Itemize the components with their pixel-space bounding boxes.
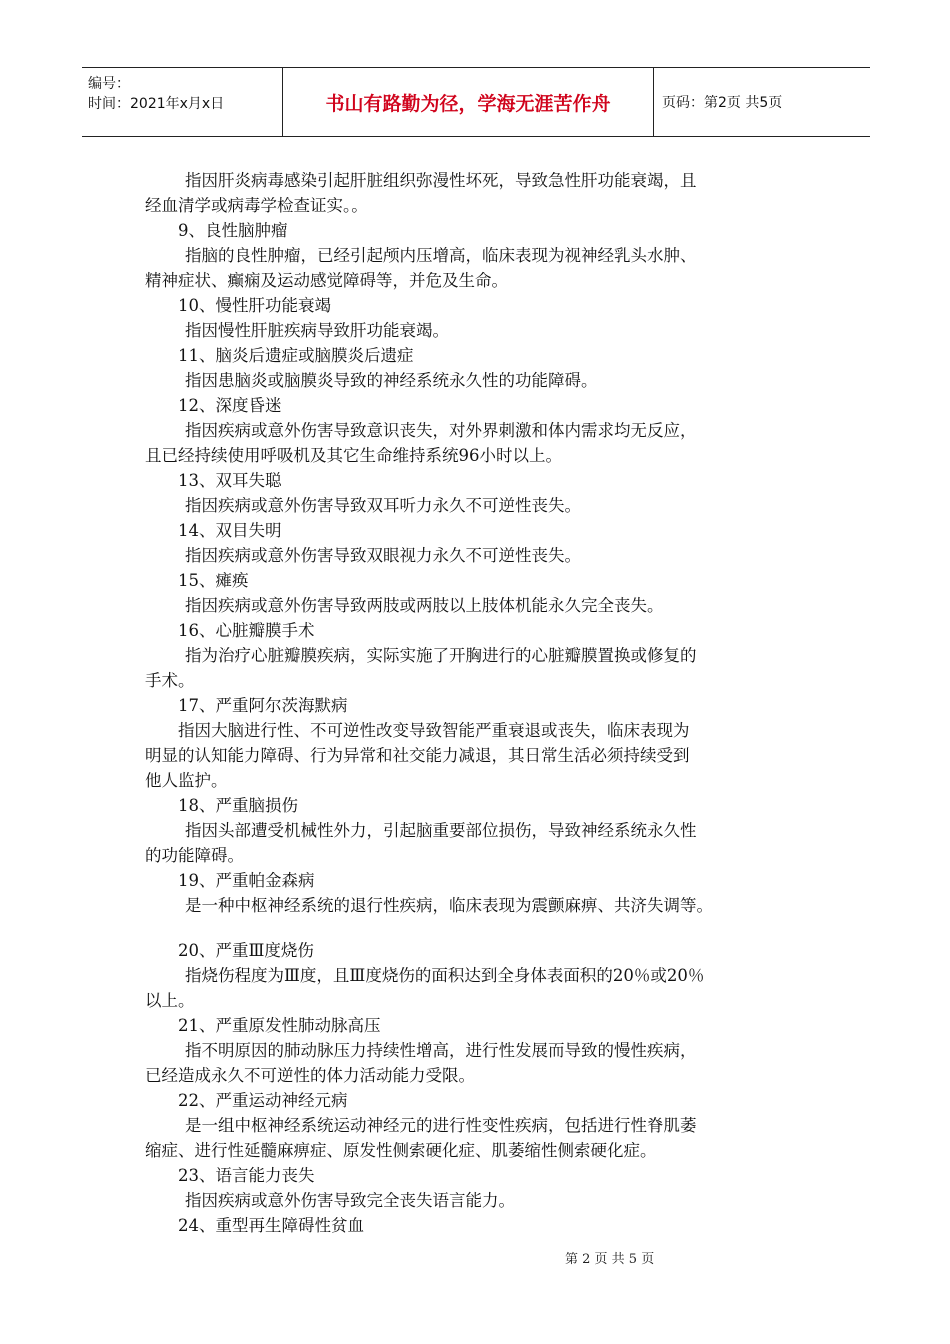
paragraph-line: 指因慢性肝脏疾病导致肝功能衰竭。 <box>185 321 449 340</box>
page-header <box>82 67 870 137</box>
paragraph-line: 指因疾病或意外伤害导致双眼视力永久不可逆性丧失。 <box>185 546 581 565</box>
paragraph-line: 指为治疗心脏瓣膜疾病，实际实施了开胸进行的心脏瓣膜置换或修复的 <box>185 646 697 665</box>
paragraph-line: 指脑的良性肿瘤，已经引起颅内压增高，临床表现为视神经乳头水肿、 <box>185 246 697 265</box>
section-heading: 17、严重阿尔茨海默病 <box>178 696 348 715</box>
header-page-number: 页码：第2页 共5页 <box>662 95 783 111</box>
paragraph-line: 经血清学或病毒学检查证实。。 <box>145 196 368 215</box>
paragraph-line: 指因肝炎病毒感染引起肝脏组织弥漫性坏死，导致急性肝功能衰竭，且 <box>185 171 697 190</box>
section-heading: 12、深度昏迷 <box>178 396 282 415</box>
paragraph-line: 指不明原因的肺动脉压力持续性增高，进行性发展而导致的慢性疾病， <box>185 1041 697 1060</box>
header-motto: 书山有路勤为径，学海无涯苦作舟 <box>283 68 654 136</box>
paragraph-line: 指因疾病或意外伤害导致双耳听力永久不可逆性丧失。 <box>185 496 581 515</box>
section-heading: 23、语言能力丧失 <box>178 1166 315 1185</box>
paragraph-line: 已经造成永久不可逆性的体力活动能力受限。 <box>145 1066 475 1085</box>
paragraph-line: 指烧伤程度为Ⅲ度，且Ⅲ度烧伤的面积达到全身体表面积的20％或20％ <box>185 966 705 985</box>
section-heading: 15、瘫痪 <box>178 571 249 590</box>
paragraph-line: 明显的认知能力障碍、行为异常和社交能力减退，其日常生活必须持续受到 <box>145 746 690 765</box>
date-label: 时间：2021年x月x日 <box>88 96 225 112</box>
section-heading: 16、心脏瓣膜手术 <box>178 621 315 640</box>
document-body <box>145 168 810 1238</box>
section-heading: 10、慢性肝功能衰竭 <box>178 296 331 315</box>
paragraph-line: 指因疾病或意外伤害导致两肢或两肢以上肢体机能永久完全丧失。 <box>185 596 664 615</box>
paragraph-line: 缩症、进行性延髓麻痹症、原发性侧索硬化症、肌萎缩性侧索硬化症。 <box>145 1141 657 1160</box>
section-heading: 19、严重帕金森病 <box>178 871 315 890</box>
section-heading: 20、严重Ⅲ度烧伤 <box>178 941 314 960</box>
paragraph-line: 是一种中枢神经系统的退行性疾病，临床表现为震颤麻痹、共济失调等。 <box>185 896 713 915</box>
section-heading: 13、双耳失聪 <box>178 471 282 490</box>
section-heading: 21、严重原发性肺动脉高压 <box>178 1016 381 1035</box>
paragraph-line: 指因大脑进行性、不可逆性改变导致智能严重衰退或丧失，临床表现为 <box>178 721 690 740</box>
section-heading: 9、良性脑肿瘤 <box>178 221 288 240</box>
serial-number-label: 编号： <box>88 76 130 92</box>
section-heading: 11、脑炎后遗症或脑膜炎后遗症 <box>178 346 414 365</box>
paragraph-line: 精神症状、癫痫及运动感觉障碍等，并危及生命。 <box>145 271 508 290</box>
paragraph-line: 以上。 <box>145 991 195 1010</box>
paragraph-line: 是一组中枢神经系统运动神经元的进行性变性疾病，包括进行性脊肌萎 <box>185 1116 697 1135</box>
page-footer: 第 2 页 共 5 页 <box>565 1252 655 1267</box>
section-heading: 18、严重脑损伤 <box>178 796 298 815</box>
paragraph-line: 指因头部遭受机械性外力，引起脑重要部位损伤，导致神经系统永久性 <box>185 821 697 840</box>
paragraph-line: 手术。 <box>145 671 195 690</box>
paragraph-line: 指因患脑炎或脑膜炎导致的神经系统永久性的功能障碍。 <box>185 371 598 390</box>
paragraph-line: 他人监护。 <box>145 771 228 790</box>
paragraph-line: 且已经持续使用呼吸机及其它生命维持系统96小时以上。 <box>145 446 562 465</box>
paragraph-line: 指因疾病或意外伤害导致意识丧失，对外界刺激和体内需求均无反应， <box>185 421 697 440</box>
section-heading: 24、重型再生障碍性贫血 <box>178 1216 364 1235</box>
header-meta <box>82 68 283 136</box>
section-heading: 14、双目失明 <box>178 521 282 540</box>
paragraph-line: 的功能障碍。 <box>145 846 244 865</box>
section-heading: 22、严重运动神经元病 <box>178 1091 348 1110</box>
paragraph-line: 指因疾病或意外伤害导致完全丧失语言能力。 <box>185 1191 515 1210</box>
